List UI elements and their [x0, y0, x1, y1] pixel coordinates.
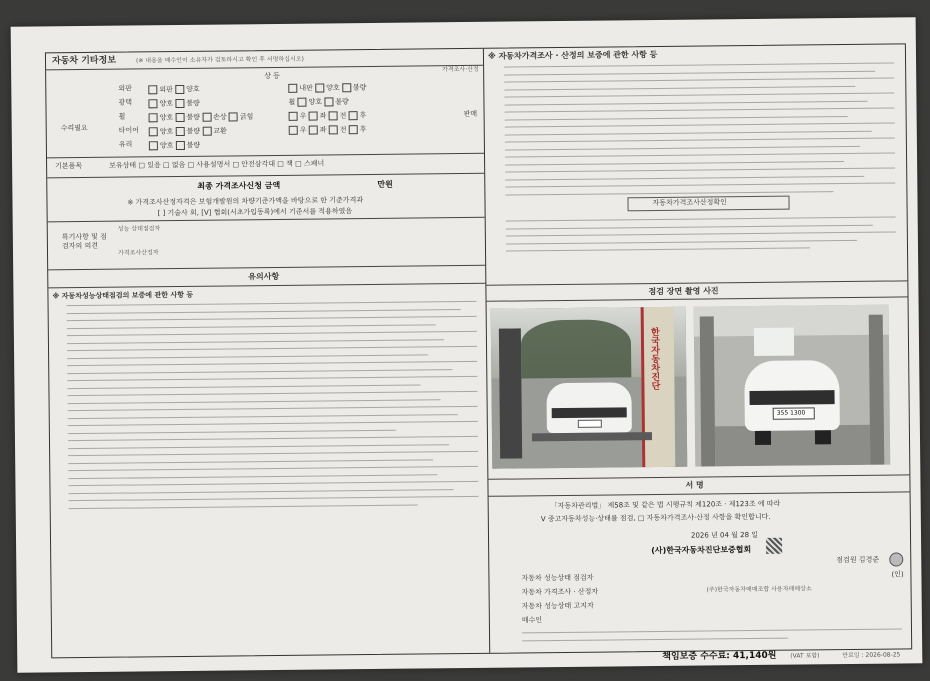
- left-header-note: (※ 내용을 매수인이 소유자가 검토하시고 확인 후 서명하십시오): [135, 55, 305, 65]
- left-header: 자동차 기타정보: [51, 55, 117, 67]
- price-text-block: [506, 216, 896, 258]
- inspection-photo-indoor: [694, 305, 891, 467]
- agent-name: (주)한국자동차매매조합 사용자매매상소: [706, 585, 812, 594]
- condition-row: 광택 양호 불량 휠 양호 불량: [118, 97, 349, 108]
- notice-text-block: [67, 301, 479, 515]
- final-price-label: 최종 가격조사신청 금액: [197, 180, 281, 191]
- condition-row: 유리 양호 불량: [118, 140, 201, 150]
- notice-subheader: ※ 자동차성능상태점검의 보증에 관한 사항 등: [52, 290, 194, 301]
- notice-header: 유의사항: [248, 271, 280, 282]
- sign-line-1: 자동차 성능상태 점검자: [521, 573, 594, 583]
- inspection-document: [11, 17, 923, 672]
- guarantee-text-block: [504, 63, 895, 202]
- seal-icon: [889, 552, 903, 566]
- repair-section-label: 수리필요: [60, 123, 88, 133]
- fee-vat: (VAT 포함): [790, 652, 820, 660]
- issuing-org: (사)한국자동차진단보증협회: [651, 545, 752, 556]
- sign-line-2: 자동차 가격조사 · 산정자: [521, 587, 599, 597]
- condition-row: 타이어 양호 불량 교환 우 좌 전 후: [118, 125, 367, 136]
- inspector-name: 점검원 김경준: [836, 555, 880, 565]
- condition-rows: [108, 79, 469, 153]
- sign-notes: [522, 628, 902, 647]
- expiry-date: 만료일 : 2026-08-25: [842, 651, 901, 660]
- sign-line-4: 매수인: [521, 616, 543, 625]
- price-note: ※ 가격조사산정자격은 보험개발원의 차량기준가액을 바탕으로 한 기준가격과: [127, 196, 364, 207]
- signature-header: 서 명: [685, 480, 704, 490]
- grade-heading: 상 등: [264, 71, 280, 81]
- special-line-2: 가격조사산정자: [117, 249, 159, 257]
- sign-line-3: 자동차 성능상태 고지자: [521, 601, 594, 611]
- seal-note: (인): [891, 570, 904, 579]
- basic-items-label: 기본품목: [55, 162, 83, 171]
- special-line-1: 성능 상태점검자: [117, 225, 161, 233]
- qr-code-icon: [766, 538, 782, 554]
- photo-header: 점검 장면 촬영 사진: [648, 286, 719, 297]
- final-price-unit: 만원: [377, 179, 393, 189]
- basic-items: 보유상태 □ 있음 □ 없음 □ 사용설명서 □ 안전삼각대 □ 잭 □ 스패너: [109, 159, 325, 170]
- vertical-banner: 한국자동차진단: [648, 326, 660, 391]
- license-plate: 355 1300: [773, 407, 815, 419]
- price-confirm-box: 자동차가격조사산정확인: [627, 196, 789, 212]
- right-header: ※ 자동차가격조사 · 산정의 보증에 관한 사항 등: [487, 49, 658, 61]
- condition-row: 외판 외판 양호 내판 양호 불량: [118, 83, 367, 94]
- fee-amount: 책임보증 수수료: 41,140원: [662, 650, 777, 662]
- inspection-photo-outdoor: [491, 307, 688, 469]
- confirm-text-2: V 중고자동차성능·상태를 점검, □ 자동차가격조사·산정 사항을 확인합니다.: [540, 512, 771, 524]
- confirm-text: 「자동차관리법」 제58조 및 같은 법 시행규칙 제120조 · 제123조 에 따라: [550, 499, 781, 511]
- document-frame: [45, 43, 912, 662]
- price-check-label: 가격조사·산정: [442, 65, 479, 74]
- side-label: 판매: [463, 109, 478, 119]
- special-notes-label: 특기사항 및 점검자의 의견: [61, 232, 107, 251]
- condition-row: 휠 양호 불량 손상 긁힘 우 좌 전 후: [118, 111, 367, 122]
- price-note-2: [ ] 기술사 회, [V] 협회(서초가입동록)에서 기준서를 적용하였음: [157, 207, 353, 218]
- document-date: 2026 년 04 월 28 일: [690, 530, 759, 540]
